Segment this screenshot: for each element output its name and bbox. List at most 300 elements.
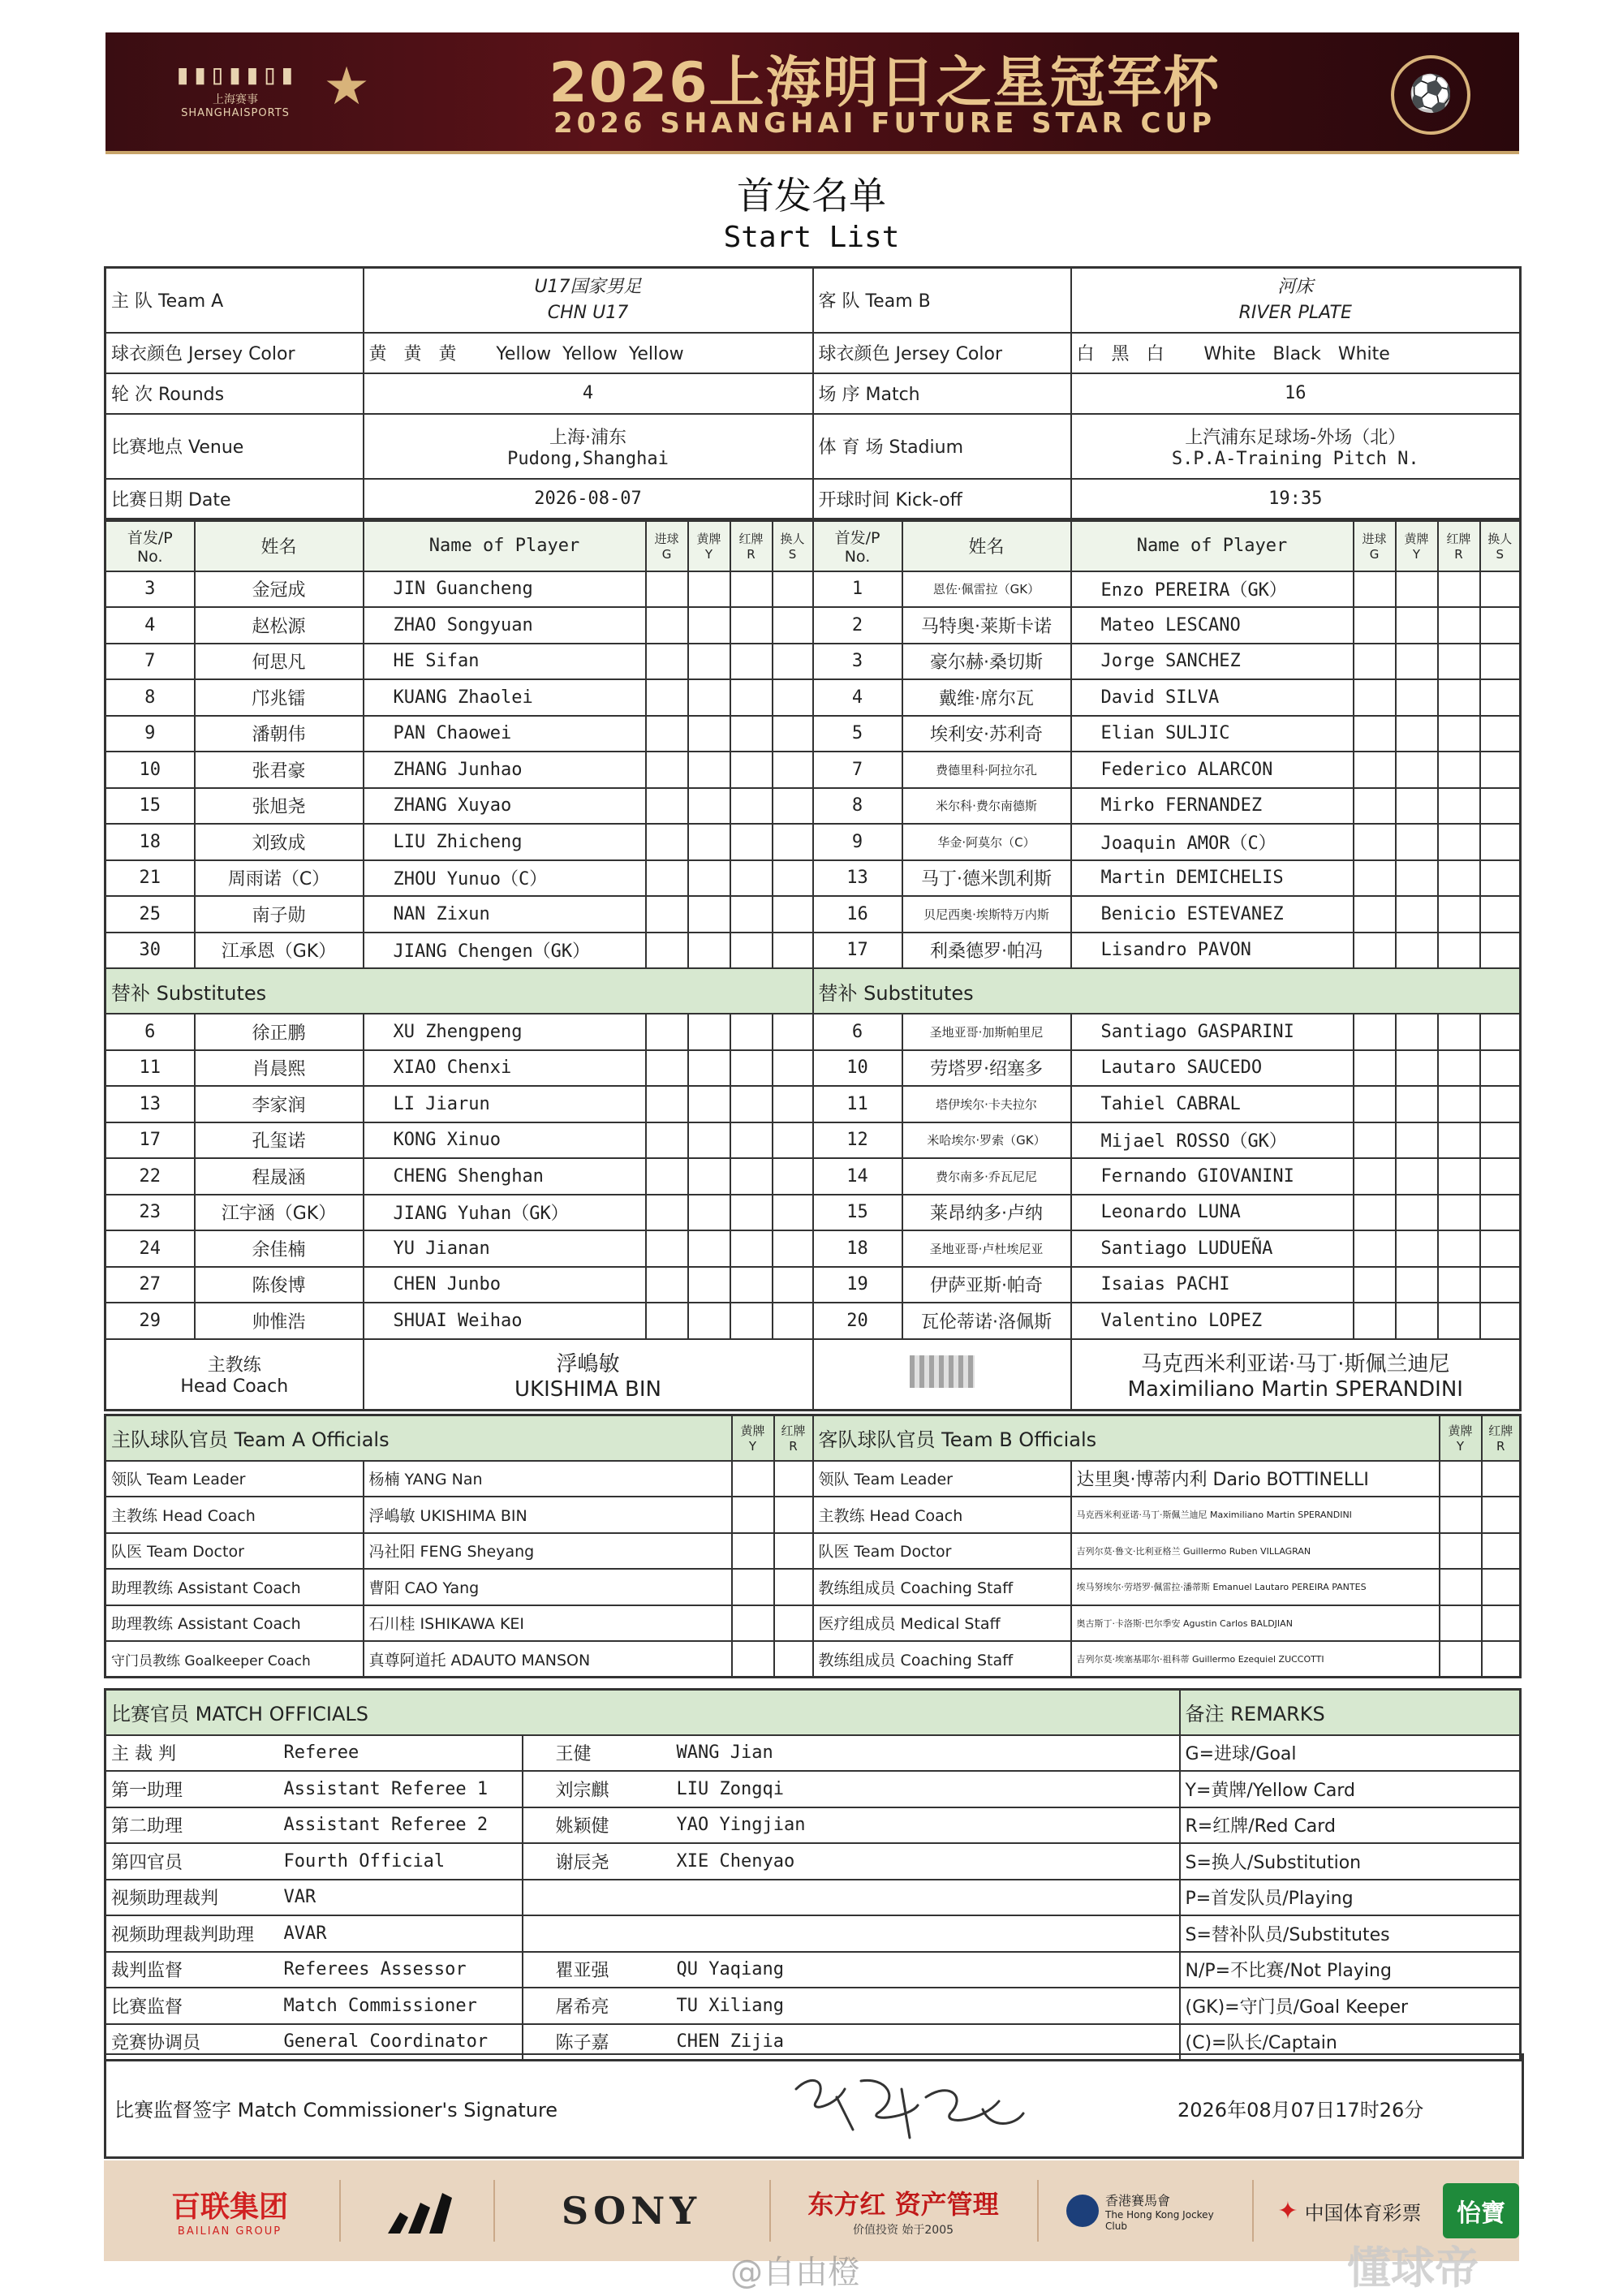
officials-red-a: 红牌 R (774, 1415, 813, 1461)
goal-cell (1354, 1230, 1396, 1267)
yellow-cell (1396, 1158, 1438, 1195)
player-name-en: XU Zhengpeng (364, 1014, 646, 1050)
player-row (105, 607, 1521, 644)
player-number: 3 (813, 644, 902, 680)
goal-cell (646, 1158, 688, 1195)
red-cell (1438, 571, 1480, 608)
goal-cell (646, 1014, 688, 1050)
team-a-name-zh: U17国家男足 (534, 276, 642, 297)
stadium-value (1071, 414, 1521, 479)
player-number: 25 (105, 896, 195, 933)
sub-cell (773, 1158, 813, 1195)
player-row (105, 1195, 1521, 1231)
yellow-cell (688, 752, 730, 788)
match-label: 场 序 Match (813, 373, 1071, 414)
signature-label: 比赛监督签字 Match Commissioner's Signature (114, 2099, 558, 2122)
official-role: 守门员教练 Goalkeeper Coach (105, 1641, 364, 1678)
goal-cell (1354, 824, 1396, 860)
remark-item: P=首发队员/Playing (1180, 1880, 1521, 1916)
goal-cell (1354, 1014, 1396, 1050)
yellow-cell (1440, 1605, 1482, 1642)
sub-cell (1480, 1050, 1521, 1087)
official-role-zh: 第一助理 (105, 1771, 279, 1807)
yellow-cell (732, 1605, 774, 1642)
player-row (105, 1086, 1521, 1122)
goal-cell (646, 644, 688, 680)
player-name-zh: 圣地亚哥·加斯帕里尼 (902, 1014, 1071, 1050)
sub-cell (773, 896, 813, 933)
player-name-zh: 徐正鹏 (195, 1014, 364, 1050)
official-name: 吉列尔莫·埃塞基耶尔·祖科蒂 Guillermo Ezequiel ZUCCOTTI (1071, 1641, 1440, 1678)
player-row (105, 896, 1521, 933)
team-b-coach-en: Maximiliano Martin SPERANDINI (1127, 1376, 1463, 1402)
official-name: 浮嶋敏 UKISHIMA BIN (364, 1497, 732, 1533)
player-name-zh: 利桑德罗·帕冯 (902, 933, 1071, 969)
player-name-zh: 江承恩（GK） (195, 933, 364, 969)
goal-cell (646, 1050, 688, 1087)
red-cell (1438, 1303, 1480, 1339)
yellow-cell (1440, 1533, 1482, 1570)
sub-cell (773, 824, 813, 860)
red-cell (730, 1158, 773, 1195)
official-name: 石川桂 ISHIKAWA KEI (364, 1605, 732, 1642)
yellow-cell (688, 571, 730, 608)
player-name-en: Mijael ROSSO（GK） (1071, 1122, 1354, 1159)
red-cell (1438, 1086, 1480, 1122)
official-role: 领队 Team Leader (813, 1461, 1071, 1497)
official-name-en: LIU Zongqi (628, 1771, 1180, 1807)
player-name-zh: 马特奥·莱斯卡诺 (902, 607, 1071, 644)
player-name-zh: 戴维·席尔瓦 (902, 679, 1071, 716)
red-cell (730, 1303, 773, 1339)
official-role-en: VAR (279, 1880, 523, 1916)
date-label: 比赛日期 Date (105, 479, 364, 519)
col-yellow-a: 黄牌 Y (688, 521, 730, 571)
col-no-a: 首发/P No. (105, 521, 195, 571)
official-name-zh: 陈子嘉 (523, 2024, 628, 2061)
subs-body (105, 1014, 1521, 1339)
sub-cell (1480, 1122, 1521, 1159)
player-name-zh: 马丁·德米凯利斯 (902, 860, 1071, 897)
sub-cell (773, 1122, 813, 1159)
goal-cell (1354, 644, 1396, 680)
goal-cell (646, 607, 688, 644)
player-name-zh: 邝兆镭 (195, 679, 364, 716)
yellow-cell (732, 1461, 774, 1497)
sub-cell (773, 933, 813, 969)
official-role: 主教练 Head Coach (105, 1497, 364, 1533)
player-name-zh: 江宇涵（GK） (195, 1195, 364, 1231)
player-number: 7 (813, 752, 902, 788)
player-name-zh: 周雨诺（C） (195, 860, 364, 897)
player-row (105, 1122, 1521, 1159)
player-row (105, 1230, 1521, 1267)
red-cell (1438, 1267, 1480, 1303)
official-row (105, 1533, 1521, 1570)
team-b-label: 客 队 Team B (813, 268, 1071, 333)
team-b-name-en: RIVER PLATE (1238, 302, 1352, 323)
player-row (105, 788, 1521, 825)
yellow-cell (688, 1050, 730, 1087)
player-name-en: JIANG Chengen（GK） (364, 933, 646, 969)
officials-header-row (105, 1415, 1521, 1461)
player-name-en: Elian SULJIC (1071, 716, 1354, 752)
match-official-row (105, 1952, 1521, 1988)
player-name-zh: 程晟涵 (195, 1158, 364, 1195)
page-title-zh: 首发名单 (737, 174, 886, 218)
player-name-zh: 陈俊博 (195, 1267, 364, 1303)
yellow-cell (1396, 824, 1438, 860)
official-name-en (628, 1915, 1180, 1952)
sub-cell (1480, 1303, 1521, 1339)
yellow-cell (1396, 1303, 1438, 1339)
head-coach-label-zh: 主教练 (207, 1355, 261, 1376)
goal-cell (1354, 933, 1396, 969)
col-no-b: 首发/P No. (813, 521, 902, 571)
player-number: 9 (813, 824, 902, 860)
col-yellow-b: 黄牌 Y (1396, 521, 1438, 571)
col-sub-b: 换人 S (1480, 521, 1521, 571)
goal-cell (1354, 716, 1396, 752)
player-number: 20 (813, 1303, 902, 1339)
player-number: 15 (813, 1195, 902, 1231)
stadium-en: S.P.A-Training Pitch N. (1171, 448, 1419, 469)
yellow-cell (732, 1641, 774, 1678)
sub-cell (773, 679, 813, 716)
yellow-cell (688, 679, 730, 716)
shanghai-sports-logo (154, 58, 316, 119)
red-cell (730, 1230, 773, 1267)
goal-cell (646, 1086, 688, 1122)
yellow-cell (688, 1158, 730, 1195)
col-name-zh-a: 姓名 (195, 521, 364, 571)
player-number: 13 (813, 860, 902, 897)
sub-cell (773, 1086, 813, 1122)
team-b-coach-zh: 马克西米利亚诺·马丁·斯佩兰迪尼 (1140, 1351, 1450, 1376)
official-row (105, 1497, 1521, 1533)
team-b-name-zh: 河床 (1277, 276, 1314, 297)
player-name-zh: 米尔科·费尔南德斯 (902, 788, 1071, 825)
player-name-en: XIAO Chenxi (364, 1050, 646, 1087)
sub-cell (1480, 607, 1521, 644)
player-name-en: ZHOU Yunuo（C） (364, 860, 646, 897)
official-role-zh: 第二助理 (105, 1807, 279, 1844)
player-number: 16 (813, 896, 902, 933)
yellow-cell (1396, 788, 1438, 825)
sub-cell (773, 1303, 813, 1339)
official-role-zh: 比赛监督 (105, 1988, 279, 2024)
yellow-cell (1396, 679, 1438, 716)
player-number: 6 (813, 1014, 902, 1050)
player-name-zh: 帅惟浩 (195, 1303, 364, 1339)
player-row (105, 824, 1521, 860)
col-red-b: 红牌 R (1438, 521, 1480, 571)
sub-cell (1480, 824, 1521, 860)
dongqiudi-watermark: 懂球帝 (1347, 2242, 1479, 2294)
player-number: 14 (813, 1158, 902, 1195)
yellow-cell (1396, 1122, 1438, 1159)
officials-body (105, 1461, 1521, 1678)
goal-cell (1354, 1122, 1396, 1159)
yellow-cell (1396, 1267, 1438, 1303)
player-row (105, 1303, 1521, 1339)
team-b-name (1071, 268, 1521, 333)
players-table (104, 519, 1522, 1411)
official-name-en: WANG Jian (628, 1735, 1180, 1772)
banner-title-zh: 2026上海明日之星冠军杯 (549, 51, 1220, 115)
col-goal-b: 进球 G (1354, 521, 1396, 571)
yellow-cell (1396, 752, 1438, 788)
player-name-zh: 米哈埃尔·罗索（GK） (902, 1122, 1071, 1159)
official-name-zh: 姚颖健 (523, 1807, 628, 1844)
official-role: 队医 Team Doctor (813, 1533, 1071, 1570)
player-number: 24 (105, 1230, 195, 1267)
player-name-en: Valentino LOPEZ (1071, 1303, 1354, 1339)
official-name: 奥古斯丁·卡洛斯·巴尔季安 Agustin Carlos BALDJIAN (1071, 1605, 1440, 1642)
official-role: 助理教练 Assistant Coach (105, 1605, 364, 1642)
player-number: 23 (105, 1195, 195, 1231)
match-official-row (105, 1771, 1521, 1807)
yellow-cell (1396, 896, 1438, 933)
player-name-zh: 孔玺诺 (195, 1122, 364, 1159)
sub-cell (1480, 1267, 1521, 1303)
head-coach-row (105, 1339, 1521, 1411)
red-cell (774, 1605, 813, 1642)
yellow-cell (1396, 933, 1438, 969)
player-name-zh: 瓦伦蒂诺·洛佩斯 (902, 1303, 1071, 1339)
red-cell (1438, 1195, 1480, 1231)
red-cell (730, 644, 773, 680)
player-number: 11 (813, 1086, 902, 1122)
player-number: 22 (105, 1158, 195, 1195)
banner-title-en: 2026 SHANGHAI FUTURE STAR CUP (553, 107, 1216, 140)
player-name-zh: 费德里科·阿拉尔孔 (902, 752, 1071, 788)
red-cell (730, 679, 773, 716)
date-value: 2026-08-07 (364, 479, 813, 519)
official-role-en: Fourth Official (279, 1843, 523, 1880)
player-name-zh: 塔伊埃尔·卡夫拉尔 (902, 1086, 1071, 1122)
player-name-en: Leonardo LUNA (1071, 1195, 1354, 1231)
yellow-cell (1396, 607, 1438, 644)
sub-cell (1480, 1086, 1521, 1122)
col-name-en-b: Name of Player (1071, 521, 1354, 571)
official-name-en: TU Xiliang (628, 1988, 1180, 2024)
goal-cell (1354, 571, 1396, 608)
red-cell (1438, 933, 1480, 969)
goal-cell (1354, 1086, 1396, 1122)
handwritten-signature (780, 2065, 1040, 2146)
team-a-officials-label: 主队球队官员 Team A Officials (105, 1415, 732, 1461)
player-name-en: NAN Zixun (364, 896, 646, 933)
player-name-zh: 豪尔赫·桑切斯 (902, 644, 1071, 680)
match-official-row (105, 1807, 1521, 1844)
logo-en-text: SHANGHAISPORTS (181, 107, 290, 119)
yellow-cell (1440, 1497, 1482, 1533)
match-officials-table (104, 1688, 1522, 2061)
yellow-cell (688, 788, 730, 825)
red-cell (1482, 1569, 1521, 1605)
remark-item: R=红牌/Red Card (1180, 1807, 1521, 1844)
official-role-en: Assistant Referee 1 (279, 1771, 523, 1807)
official-role-zh: 视频助理裁判助理 (105, 1915, 279, 1952)
goal-cell (1354, 1158, 1396, 1195)
official-name-en: XIE Chenyao (628, 1843, 1180, 1880)
red-cell (774, 1533, 813, 1570)
player-name-en: David SILVA (1071, 679, 1354, 716)
venue-zh: 上海·浦东 (549, 427, 626, 448)
remark-item: G=进球/Goal (1180, 1735, 1521, 1772)
player-name-en: CHENG Shenghan (364, 1158, 646, 1195)
goal-cell (646, 1195, 688, 1231)
player-name-en: Martin DEMICHELIS (1071, 860, 1354, 897)
red-cell (730, 824, 773, 860)
remarks-label: 备注 REMARKS (1180, 1690, 1521, 1735)
match-officials-header-row (105, 1690, 1521, 1735)
player-name-zh: 肖晨熙 (195, 1050, 364, 1087)
goal-cell (1354, 1050, 1396, 1087)
player-name-en: Fernando GIOVANINI (1071, 1158, 1354, 1195)
player-name-en: Federico ALARCON (1071, 752, 1354, 788)
sub-cell (773, 644, 813, 680)
player-name-en: KUANG Zhaolei (364, 679, 646, 716)
yellow-cell (688, 933, 730, 969)
goal-cell (1354, 860, 1396, 897)
red-cell (730, 1122, 773, 1159)
player-name-en: ZHANG Xuyao (364, 788, 646, 825)
red-cell (1438, 1122, 1480, 1159)
player-name-en: ZHAO Songyuan (364, 607, 646, 644)
trophy-emblem-icon: ⚽ (1391, 55, 1470, 135)
lottery-star-icon: ✦ (1277, 2196, 1298, 2225)
stadium-label: 体 育 场 Stadium (813, 414, 1071, 479)
player-name-en: YU Jianan (364, 1230, 646, 1267)
subs-label-b: 替补 Substitutes (813, 968, 1521, 1014)
player-number: 9 (105, 716, 195, 752)
sub-cell (773, 607, 813, 644)
match-official-row (105, 1988, 1521, 2024)
yellow-cell (1440, 1461, 1482, 1497)
player-number: 18 (813, 1230, 902, 1267)
goal-cell (646, 788, 688, 825)
sub-cell (773, 860, 813, 897)
player-name-en: Benicio ESTEVANEZ (1071, 896, 1354, 933)
yellow-cell (1396, 1050, 1438, 1087)
red-cell (1438, 860, 1480, 897)
match-official-row (105, 1880, 1521, 1916)
player-name-en: Santiago GASPARINI (1071, 1014, 1354, 1050)
official-role-en: Match Commissioner (279, 1988, 523, 2024)
official-name-zh: 瞿亚强 (523, 1952, 628, 1988)
player-name-zh: 金冠成 (195, 571, 364, 608)
yellow-cell (1396, 860, 1438, 897)
player-row (105, 1014, 1521, 1050)
official-role-zh: 裁判监督 (105, 1952, 279, 1988)
player-number: 2 (813, 607, 902, 644)
match-info-table (104, 266, 1522, 520)
subs-header-row (105, 968, 1521, 1014)
yibao-logo: 怡寶 (1443, 2183, 1519, 2238)
official-name: 冯社阳 FENG Sheyang (364, 1533, 732, 1570)
team-b-officials-label: 客队球队官员 Team B Officials (813, 1415, 1440, 1461)
sub-cell (1480, 1195, 1521, 1231)
player-name-en: HE Sifan (364, 644, 646, 680)
official-role-en: Referees Assessor (279, 1952, 523, 1988)
player-number: 4 (105, 607, 195, 644)
rounds-label: 轮 次 Rounds (105, 373, 364, 414)
red-cell (730, 1267, 773, 1303)
official-role-zh: 主 裁 判 (105, 1735, 279, 1772)
official-name-en: CHEN Zijia (628, 2024, 1180, 2061)
yellow-cell (1396, 716, 1438, 752)
player-name-zh: 圣地亚哥·卢杜埃尼亚 (902, 1230, 1071, 1267)
player-name-zh: 何思凡 (195, 644, 364, 680)
remark-item: N/P=不比赛/Not Playing (1180, 1952, 1521, 1988)
yellow-cell (688, 1267, 730, 1303)
yellow-cell (1396, 571, 1438, 608)
venue-en: Pudong,Shanghai (507, 448, 669, 469)
goal-cell (1354, 1303, 1396, 1339)
goal-cell (646, 860, 688, 897)
yellow-cell (1396, 1014, 1438, 1050)
player-name-en: Tahiel CABRAL (1071, 1086, 1354, 1122)
player-number: 10 (105, 752, 195, 788)
team-a-jersey: 黄 黄 黄 Yellow Yellow Yellow (364, 333, 813, 373)
player-number: 30 (105, 933, 195, 969)
player-name-en: Joaquin AMOR（C） (1071, 824, 1354, 860)
official-role: 教练组成员 Coaching Staff (813, 1641, 1071, 1678)
player-number: 13 (105, 1086, 195, 1122)
player-name-zh: 刘致成 (195, 824, 364, 860)
official-role-en: AVAR (279, 1915, 523, 1952)
page-title-en: Start List (723, 221, 900, 254)
signature-section (104, 2053, 1524, 2159)
yellow-cell (688, 1086, 730, 1122)
sony-logo: SONY (561, 2189, 702, 2233)
player-number: 8 (105, 679, 195, 716)
sub-cell (1480, 1014, 1521, 1050)
bailian-logo: 百联集团 BAILIAN GROUP (170, 2190, 288, 2238)
official-role-en: General Coordinator (279, 2024, 523, 2061)
player-name-en: JIANG Yuhan（GK） (364, 1195, 646, 1231)
goal-cell (646, 1267, 688, 1303)
sub-cell (773, 571, 813, 608)
goal-cell (646, 716, 688, 752)
kickoff-label: 开球时间 Kick-off (813, 479, 1071, 519)
player-name-en: CHEN Junbo (364, 1267, 646, 1303)
player-row (105, 679, 1521, 716)
official-name: 真尊阿道托 ADAUTO MANSON (364, 1641, 732, 1678)
official-name: 埃马努埃尔·劳塔罗·佩雷拉·潘蒂斯 Emanuel Lautaro PEREIRA PANTES (1071, 1569, 1440, 1605)
player-name-en: SHUAI Weihao (364, 1303, 646, 1339)
red-cell (1482, 1605, 1521, 1642)
player-name-zh: 贝尼西奥·埃斯特万内斯 (902, 896, 1071, 933)
official-name-zh (523, 1915, 628, 1952)
match-value: 16 (1071, 373, 1521, 414)
red-cell (1438, 896, 1480, 933)
goal-cell (646, 679, 688, 716)
match-officials-body (105, 1735, 1521, 2061)
stadium-zh: 上汽浦东足球场-外场（北） (1185, 427, 1406, 448)
sub-cell (773, 1050, 813, 1087)
official-name: 曹阳 CAO Yang (364, 1569, 732, 1605)
sub-cell (773, 1195, 813, 1231)
weibo-watermark: @自由橙 (730, 2254, 860, 2291)
yellow-cell (688, 1122, 730, 1159)
yellow-cell (732, 1569, 774, 1605)
team-b-head-coach (1071, 1339, 1521, 1411)
head-coach-label-b-blurred (813, 1339, 1071, 1411)
official-role: 主教练 Head Coach (813, 1497, 1071, 1533)
